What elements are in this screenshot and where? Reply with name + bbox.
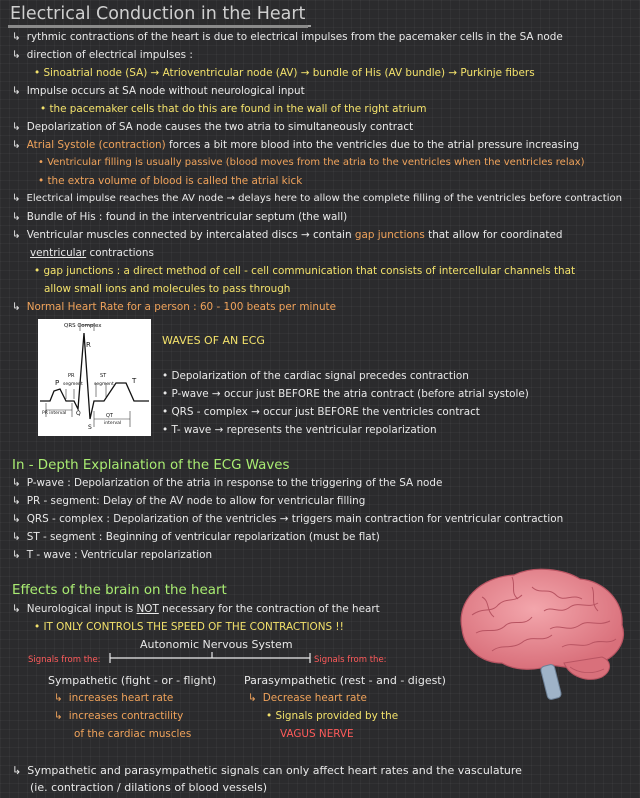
note-line-11: ↳ Bundle of His : found in the interventricular septum (the wall) [12, 211, 348, 223]
indepth-item: ↳ QRS - complex : Depolarization of the ventricles → triggers main contraction for ventricular contraction [12, 513, 564, 525]
qt-interval-label: interval [104, 421, 122, 426]
note-line-16: ↳ Normal Heart Rate for a person : 60 - 100 beats per minute [12, 301, 337, 313]
arrow-icon: ↳ [12, 193, 21, 204]
st-label: ST [100, 373, 107, 379]
ecg-bullet: • T- wave → represents the ventricular repolarization [162, 424, 437, 436]
note-line-15: allow small ions and molecules to pass through [44, 283, 291, 295]
brain-heading: Effects of the brain on the heart [12, 583, 227, 598]
note-line-5: • the pacemaker cells that do this are found in the wall of the right atrium [40, 103, 427, 115]
signals-left-label: Signals from the: [28, 655, 101, 665]
st-segment-label: segment [94, 382, 114, 387]
note-line-14: • gap junctions : a direct method of cell - cell communication that consists of intercellular channels that [34, 265, 576, 277]
arrow-icon: ↳ [12, 495, 21, 507]
qt-label: QT [106, 413, 113, 419]
note-line-1: ↳ rythmic contractions of the heart is due to electrical impulses from the pacemaker cells in the SA node [12, 31, 563, 43]
indepth-item: ↳ P-wave : Depolarization of the atria in response to the triggering of the SA node [12, 477, 443, 489]
brain-line-2: • IT ONLY CONTROLS THE SPEED OF THE CONTRACTIONS !! [34, 621, 344, 633]
ecg-bullet: • QRS - complex → occur just BEFORE the ventricles contract [162, 406, 480, 418]
arrow-icon: ↳ [12, 121, 21, 133]
sympathetic-item: ↳ increases heart rate [54, 692, 174, 704]
note-line-7: ↳ Atrial Systole (contraction) forces a bit more blood into the ventricles due to the atrial pressure increasing [12, 139, 580, 151]
arrow-icon: ↳ [12, 477, 21, 489]
final-line-2: (ie. contraction / dilations of blood vessels) [30, 781, 268, 794]
pr-interval-label: PR interval [42, 411, 67, 416]
arrow-icon: ↳ [12, 49, 21, 61]
note-line-9: • the extra volume of blood is called the atrial kick [38, 175, 303, 187]
ans-bracket [100, 652, 330, 666]
title-underline [8, 25, 308, 28]
arrow-icon: ↳ [12, 764, 22, 777]
parasympathetic-item: ↳ Decrease heart rate [248, 692, 367, 704]
arrow-icon: ↳ [248, 692, 257, 704]
note-line-3: • Sinoatrial node (SA) → Atrioventricular node (AV) → bundle of His (AV bundle) → Purkinje fibers [34, 67, 535, 79]
t-label: T [132, 377, 137, 385]
arrow-icon: ↳ [12, 513, 21, 525]
arrow-icon: ↳ [54, 692, 63, 704]
arrow-icon: ↳ [54, 710, 63, 722]
final-line-1: ↳ Sympathetic and parasympathetic signals can only affect heart rates and the vasculature [12, 764, 522, 777]
note-line-6: ↳ Depolarization of SA node causes the two atria to simultaneously contract [12, 121, 414, 133]
pr-label: PR [68, 373, 75, 379]
r-label: R [86, 341, 91, 349]
qrs-label: QRS Complex [64, 323, 102, 329]
arrow-icon: ↳ [12, 549, 21, 561]
page-title: Electrical Conduction in the Heart [8, 6, 311, 27]
arrow-icon: ↳ [12, 603, 21, 615]
indepth-heading: In - Depth Explaination of the ECG Waves [12, 458, 290, 473]
vagus-nerve-label: VAGUS NERVE [280, 728, 354, 740]
q-label: Q [76, 410, 81, 417]
sympathetic-title: Sympathetic (fight - or - flight) [48, 674, 217, 687]
ecg-trace [40, 333, 149, 419]
sympathetic-item: ↳ increases contractility [54, 710, 184, 722]
arrow-icon: ↳ [12, 531, 21, 543]
indepth-item: ↳ T - wave : Ventricular repolarization [12, 549, 213, 561]
arrow-icon: ↳ [12, 31, 21, 43]
p-label: P [55, 379, 60, 387]
note-line-2: ↳ direction of electrical impulses : [12, 49, 193, 61]
brain-line-1: ↳ Neurological input is NOT necessary for the contraction of the heart [12, 603, 380, 615]
arrow-icon: ↳ [12, 85, 21, 97]
note-line-13: ventricular contractions [30, 247, 154, 259]
ans-heading: Autonomic Nervous System [140, 638, 293, 651]
ecg-bullet: • P-wave → occur just BEFORE the atria contract (before atrial systole) [162, 388, 529, 400]
arrow-icon: ↳ [12, 229, 21, 241]
ecg-heading: WAVES OF AN ECG [162, 334, 265, 347]
indepth-item: ↳ ST - segment : Beginning of ventricular repolarization (must be flat) [12, 531, 380, 543]
s-label: S [88, 424, 92, 431]
ecg-bullet: • Depolarization of the cardiac signal precedes contraction [162, 370, 469, 382]
note-line-12: ↳ Ventricular muscles connected by intercalated discs → contain gap junctions that allow for coordinated [12, 229, 563, 241]
arrow-icon: ↳ [12, 211, 21, 223]
note-line-4: ↳ Impulse occurs at SA node without neurological input [12, 85, 305, 97]
note-line-10: ↳ Electrical impulse reaches the AV node → delays here to allow the complete filling of the ventricles before contraction [12, 193, 623, 204]
indepth-item: ↳ PR - segment: Delay of the AV node to allow for ventricular filling [12, 495, 366, 507]
arrow-icon: ↳ [12, 139, 21, 151]
p-segment-label: segment [63, 382, 83, 387]
brain-icon [452, 567, 630, 705]
arrow-icon: ↳ [12, 301, 21, 313]
ecg-svg [38, 319, 151, 436]
ecg-diagram [38, 319, 151, 436]
note-line-8: • Ventricular filling is usually passive (blood moves from the atria to the ventricles when the ventricles relax) [38, 157, 585, 168]
signals-right-label: Signals from the: [314, 655, 387, 665]
sympathetic-item: of the cardiac muscles [74, 728, 192, 740]
parasympathetic-title: Parasympathetic (rest - and - digest) [244, 674, 446, 687]
parasympathetic-item: • Signals provided by the [266, 710, 399, 722]
